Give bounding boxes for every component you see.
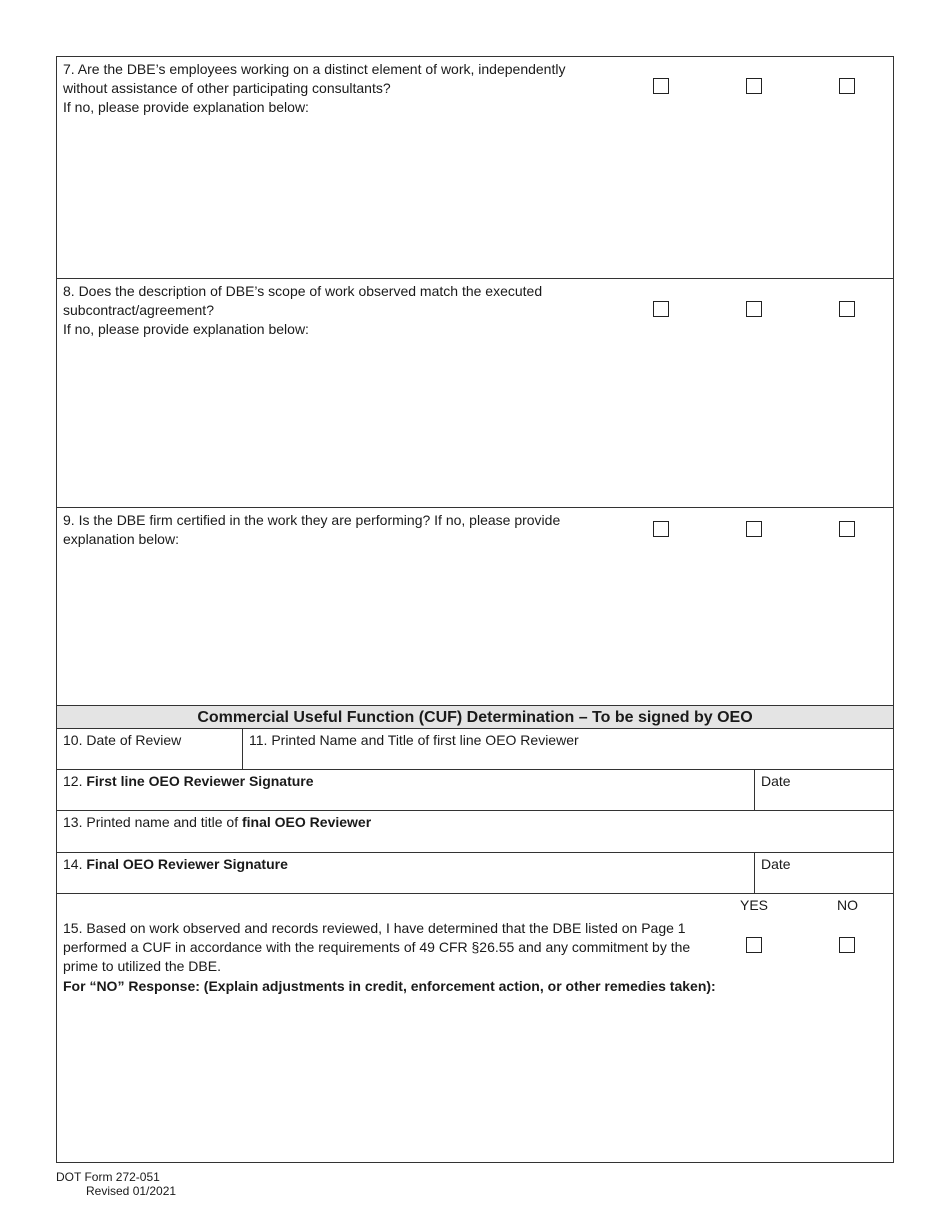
question-8-text: [63, 282, 623, 339]
cuf-yes-checkbox[interactable]: [746, 937, 762, 953]
final-date-cell[interactable]: [755, 853, 893, 893]
item-14-number: 14.: [63, 856, 83, 872]
first-line-reviewer-name-cell[interactable]: [243, 729, 893, 769]
form-number: DOT Form 272-051: [56, 1170, 160, 1184]
question-8-line-2: subcontract/agreement?: [63, 302, 214, 318]
final-reviewer-name-row[interactable]: [57, 811, 893, 853]
question-7-line-1: 7. Are the DBE’s employees working on a distinct element of work, independently: [63, 61, 566, 77]
cuf-review-form: [56, 56, 894, 1163]
cuf-no-checkbox[interactable]: [839, 937, 855, 953]
final-signature-label: [63, 856, 288, 872]
first-line-date-cell[interactable]: [755, 770, 893, 810]
question-7-line-3: If no, please provide explanation below:: [63, 99, 309, 115]
first-line-signature-label: [63, 773, 314, 789]
question-7-checkbox-3[interactable]: [839, 78, 855, 94]
question-7-section: [57, 57, 893, 279]
item-14-title: Final OEO Reviewer Signature: [86, 856, 288, 872]
cuf-section-heading: Commercial Useful Function (CUF) Determination – To be signed by OEO: [57, 705, 893, 729]
yes-column-label: YES: [740, 897, 769, 913]
question-7-text: [63, 60, 623, 117]
item-15-line-1: 15. Based on work observed and records reviewed, I have determined that the DBE listed on Page 1: [63, 920, 686, 936]
question-8-line-1: 8. Does the description of DBE’s scope of work observed match the executed: [63, 283, 543, 299]
question-9-checkbox-1[interactable]: [653, 521, 669, 537]
first-line-signature-cell[interactable]: [57, 770, 755, 810]
form-revision-date: Revised 01/2021: [86, 1184, 177, 1198]
final-signature-cell[interactable]: [57, 853, 755, 893]
question-8-checkbox-2[interactable]: [746, 301, 762, 317]
item-15-line-3: prime to utilized the DBE.: [63, 958, 221, 974]
first-line-date-label: Date: [761, 773, 791, 789]
question-9-section: [57, 508, 893, 705]
question-8-checkbox-1[interactable]: [653, 301, 669, 317]
date-of-review-label: 10. Date of Review: [63, 732, 182, 748]
question-9-checkbox-3[interactable]: [839, 521, 855, 537]
review-date-name-row: [57, 729, 893, 770]
question-7-line-2: without assistance of other participating consultants?: [63, 80, 391, 96]
final-date-label: Date: [761, 856, 791, 872]
item-15-line-2: performed a CUF in accordance with the requirements of 49 CFR §26.55 and any commitment by the: [63, 939, 691, 955]
question-7-checkbox-1[interactable]: [653, 78, 669, 94]
question-9-line-1: 9. Is the DBE firm certified in the work they are performing? If no, please provide: [63, 512, 561, 528]
no-column-label: NO: [837, 897, 858, 913]
item-15-text: [63, 919, 723, 976]
no-response-instruction: For “NO” Response: (Explain adjustments in credit, enforcement action, or other remedies taken):: [63, 978, 716, 994]
item-12-title: First line OEO Reviewer Signature: [86, 773, 314, 789]
question-8-line-3: If no, please provide explanation below:: [63, 321, 309, 337]
question-9-text: [63, 511, 623, 549]
first-line-signature-row: [57, 770, 893, 811]
question-9-line-2: explanation below:: [63, 531, 179, 547]
item-13-bold: final OEO Reviewer: [242, 814, 372, 830]
form-footer: [56, 1170, 176, 1198]
item-12-number: 12.: [63, 773, 83, 789]
final-signature-row: [57, 853, 893, 894]
question-8-section: [57, 279, 893, 508]
item-13-text: 13. Printed name and title of: [63, 814, 239, 830]
cuf-determination-section: [57, 894, 893, 1162]
date-of-review-cell[interactable]: [57, 729, 243, 769]
question-9-checkbox-2[interactable]: [746, 521, 762, 537]
final-reviewer-name-label: [63, 814, 371, 830]
question-8-checkbox-3[interactable]: [839, 301, 855, 317]
first-line-reviewer-name-label: 11. Printed Name and Title of first line OEO Reviewer: [249, 732, 579, 748]
question-7-checkbox-2[interactable]: [746, 78, 762, 94]
